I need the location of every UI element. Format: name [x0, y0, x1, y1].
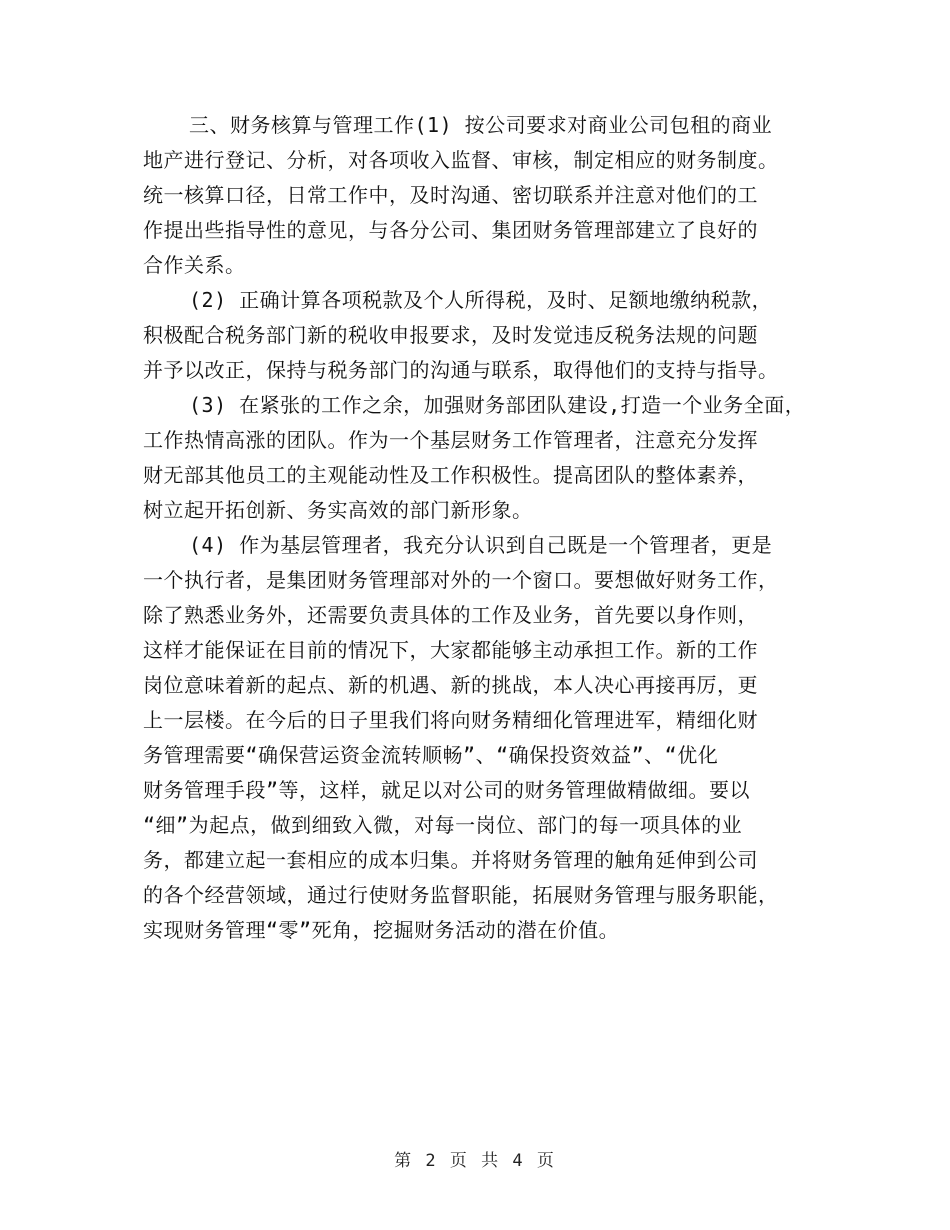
document-body: [143, 108, 823, 948]
text-line: 合作关系。: [143, 253, 246, 277]
paragraph-4: [143, 528, 823, 948]
text-line: 除了熟悉业务外，还需要负责具体的工作及业务，首先要以身作则，: [143, 603, 758, 627]
text-line: 上一层楼。在今后的日子里我们将向财务精细化管理进军，精细化财: [143, 708, 758, 732]
text-line: 这样才能保证在目前的情况下，大家都能够主动承担工作。新的工作: [143, 638, 758, 662]
text-line: 工作热情高涨的团队。作为一个基层财务工作管理者，注意充分发挥: [143, 428, 758, 452]
text-line: 地产进行登记、分析，对各项收入监督、审核，制定相应的财务制度。: [143, 148, 779, 172]
text-line: (3) 在紧张的工作之余，加强财务部团队建设,打造一个业务全面，: [189, 393, 806, 417]
paragraph-3: [143, 388, 823, 528]
text-line: 并予以改正，保持与税务部门的沟通与联系，取得他们的支持与指导。: [143, 358, 779, 382]
text-line: 一个执行者，是集团财务管理部对外的一个窗口。要想做好财务工作，: [143, 568, 779, 592]
text-line: 树立起开拓创新、务实高效的部门新形象。: [143, 498, 533, 522]
paragraph-2: [143, 283, 823, 388]
text-line: 实现财务管理“零”死角，挖掘财务活动的潜在价值。: [143, 918, 620, 942]
text-line: (2) 正确计算各项税款及个人所得税，及时、足额地缴纳税款，: [189, 288, 773, 312]
text-line: 积极配合税务部门新的税收申报要求，及时发觉违反税务法规的问题: [143, 323, 758, 347]
paragraph-1: [143, 108, 823, 283]
text-line: 的各个经营领域，通过行使财务监督职能，拓展财务管理与服务职能，: [143, 883, 779, 907]
page-number-footer: 第 2 页 共 4 页: [394, 1151, 556, 1171]
text-line: (4) 作为基层管理者，我充分认识到自己既是一个管理者，更是: [189, 533, 773, 557]
text-line: 统一核算口径，日常工作中，及时沟通、密切联系并注意对他们的工: [143, 183, 758, 207]
text-line: 岗位意味着新的起点、新的机遇、新的挑战，本人决心再接再厉，更: [143, 673, 758, 697]
text-line: “细”为起点，做到细致入微，对每一岗位、部门的每一项具体的业: [143, 813, 743, 837]
text-line: 作提出些指导性的意见，与各分公司、集团财务管理部建立了良好的: [143, 218, 758, 242]
text-line: 财无部其他员工的主观能动性及工作积极性。提高团队的整体素养，: [143, 463, 758, 487]
text-line: 三、财务核算与管理工作(1) 按公司要求对商业公司包租的商业: [189, 113, 773, 137]
text-line: 务管理需要“确保营运资金流转顺畅”、“确保投资效益”、“优化: [143, 743, 719, 767]
text-line: 财务管理手段”等，这样，就足以对公司的财务管理做精做细。要以: [143, 778, 751, 802]
text-line: 务，都建立起一套相应的成本归集。并将财务管理的触角延伸到公司: [143, 848, 758, 872]
